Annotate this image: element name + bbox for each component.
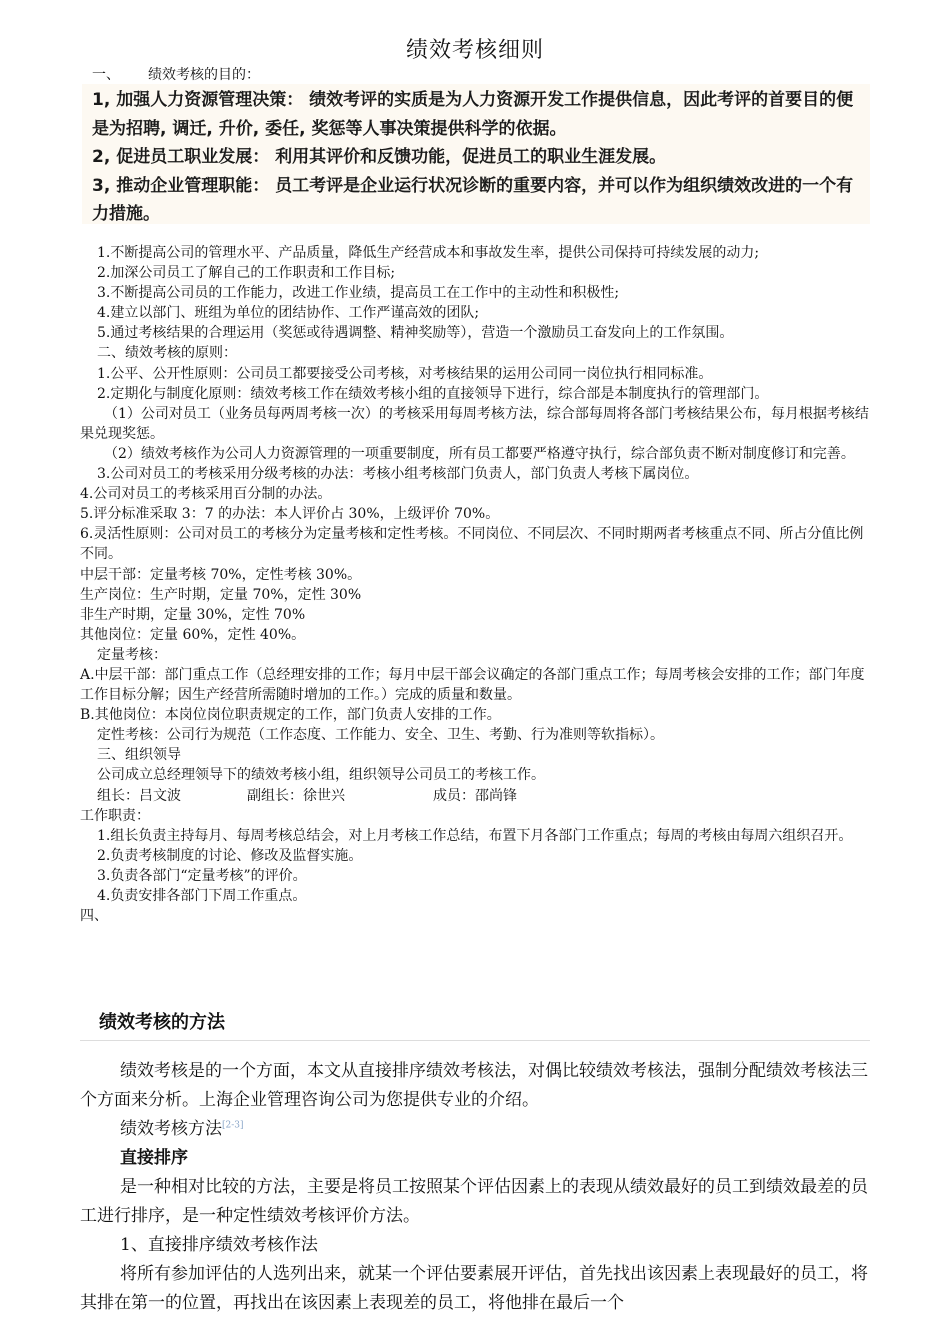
principle-1: 1.公平、公开性原则：公司员工都要接受公司考核，对考核结果的运用公司同一岗位执行相同标准。 — [97, 365, 713, 382]
section4-number: 四、 — [80, 908, 108, 925]
direct-ranking-sub1-desc: 将所有参加评估的人选列出来，就某一个评估要素展开评估，首先找出该因素上表现最好的员工，将其排在第一的位置，再找出在该因素上表现差的员工，将他排在最后一个 — [80, 1264, 868, 1313]
section1-heading — [92, 64, 260, 84]
section3-heading: 三、组织领导 — [97, 747, 181, 764]
qualitative-assessment: 定性考核：公司行为规范（工作态度、工作能力、安全、卫生、考勤、行为准则等软指标）。 — [97, 727, 664, 744]
purpose-4: 4.建立以部门、班组为单位的团结协作、工作严谨高效的团队; — [97, 305, 480, 322]
quantitative-a: A.中层干部：部门重点工作（总经理安排的工作；每月中层干部会议确定的各部门重点工作；每周考核会安排的工作；部门年度工作目标分解；因生产经营所需随时增加的工作。）完成的质量和数量。 — [80, 666, 865, 704]
team-members — [80, 786, 870, 806]
section2-heading: 二、绩效考核的原则： — [97, 345, 237, 362]
duties-heading: 工作职责： — [80, 807, 150, 824]
method-label-line — [80, 1115, 870, 1144]
ratio-other: 其他岗位：定量 60%，定性 40%。 — [80, 626, 306, 643]
highlight-item-2: 2, 促进员工职业发展： 利用其评价和反馈功能，促进员工的职业生涯发展。 — [92, 147, 667, 167]
reference-link[interactable]: [2-3] — [222, 1120, 244, 1131]
purpose-2: 2.加深公司员工了解自己的工作职责和工作目标; — [97, 265, 396, 282]
section1-number: 一、 — [92, 67, 120, 83]
highlight-text — [92, 86, 868, 229]
heading-divider — [80, 1040, 870, 1041]
method-intro: 绩效考核是的一个方面，本文从直接排序绩效考核法，对偶比较绩效考核法，强制分配绩效考核法三个方面来分析。上海企业管理咨询公司为您提供专业的介绍。 — [80, 1061, 868, 1110]
principle-6: 6.灵活性原则：公司对员工的考核分为定量考核和定性考核。不同岗位、不同层次、不同时期两者考核重点不同、所占分值比例不同。 — [80, 526, 864, 563]
purpose-3: 3.不断提高公司员的工作能力，改进工作业绩，提高员工在工作中的主动性和积极性; — [97, 285, 620, 302]
principle-3: 3.公司对员工的考核采用分级考核的办法：考核小组考核部门负责人，部门负责人考核下属岗位。 — [97, 466, 699, 483]
direct-ranking-heading: 直接排序 — [120, 1148, 188, 1168]
ratio-middle-managers: 中层干部：定量考核 70%，定性考核 30%。 — [80, 566, 362, 583]
ratio-non-production: 非生产时期，定量 30%，定性 70% — [80, 606, 306, 623]
principle-2: 2.定期化与制度化原则：绩效考核工作在绩效考核小组的直接领导下进行，综合部是本制度执行的管理部门。 — [97, 385, 769, 402]
rules-body — [80, 243, 870, 926]
team-member: 成员：邵尚锋 — [433, 787, 517, 804]
direct-ranking-sub1: 1、直接排序绩效考核作法 — [120, 1235, 318, 1255]
principle-4: 4.公司对员工的考核采用百分制的办法。 — [80, 486, 332, 503]
ratio-production: 生产岗位：生产时期，定量 70%，定性 30% — [80, 586, 362, 603]
purpose-5: 5.通过考核结果的合理运用（奖惩或待遇调整、精神奖励等），营造一个激励员工奋发向上的工作氛围。 — [97, 325, 734, 342]
method-label: 绩效考核方法 — [120, 1119, 222, 1139]
highlight-item-3: 3, 推动企业管理职能： 员工考评是企业运行状况诊断的重要内容，并可以作为组织绩效改进的一个有力措施。 — [92, 175, 854, 224]
duty-1: 1.组长负责主持每月、每周考核总结会，对上月考核工作总结，布置下月各部门工作重点；每周的考核由每周六组织召开。 — [97, 827, 853, 844]
principle-2-sub-1: （1）公司对员工（业务员每两周考核一次）的考核采用每周考核方法，综合部每周将各部门考核结果公布，每月根据考核结果兑现奖惩。 — [80, 405, 869, 442]
page-title: 绩效考核细则 — [405, 38, 544, 63]
section1-label: 绩效考核的目的： — [148, 67, 260, 83]
org-description: 公司成立总经理领导下的绩效考核小组，组织领导公司员工的考核工作。 — [97, 767, 545, 784]
highlight-item-1: 1, 加强人力资源管理决策： 绩效考评的实质是为人力资源开发工作提供信息，因此考评的首要目的便是为招聘, 调迁, 升价, 委任, 奖惩等人事决策提供科学的依据。 — [92, 90, 854, 139]
duty-3: 3.负责各部门“定量考核”的评价。 — [97, 867, 307, 884]
principle-2-sub-2: （2）绩效考核作为公司人力资源管理的一项重要制度，所有员工都要严格遵守执行，综合部负责不断对制度修订和完善。 — [104, 445, 855, 462]
direct-ranking-desc: 是一种相对比较的方法，主要是将员工按照某个评估因素上的表现从绩效最好的员工到绩效最差的员工进行排序，是一种定性绩效考核评价方法。 — [80, 1177, 868, 1226]
method-heading: 绩效考核的方法 — [99, 1012, 225, 1033]
quantitative-b: B.其他岗位：本岗位岗位职责规定的工作，部门负责人安排的工作。 — [80, 707, 501, 724]
duty-4: 4.负责安排各部门下周工作重点。 — [97, 888, 307, 904]
duty-2: 2.负责考核制度的讨论、修改及监督实施。 — [97, 847, 363, 864]
team-leader: 组长：吕文波 — [97, 787, 181, 804]
purpose-1: 1.不断提高公司的管理水平、产品质量，降低生产经营成本和事故发生率，提供公司保持可持续发展的动力; — [97, 245, 760, 261]
method-body — [80, 1057, 870, 1318]
quantitative-heading: 定量考核： — [97, 646, 167, 663]
team-vice-leader: 副组长：徐世兴 — [247, 787, 345, 804]
principle-5: 5.评分标准采取 3：7 的办法：本人评价占 30%，上级评价 70%。 — [80, 506, 500, 523]
